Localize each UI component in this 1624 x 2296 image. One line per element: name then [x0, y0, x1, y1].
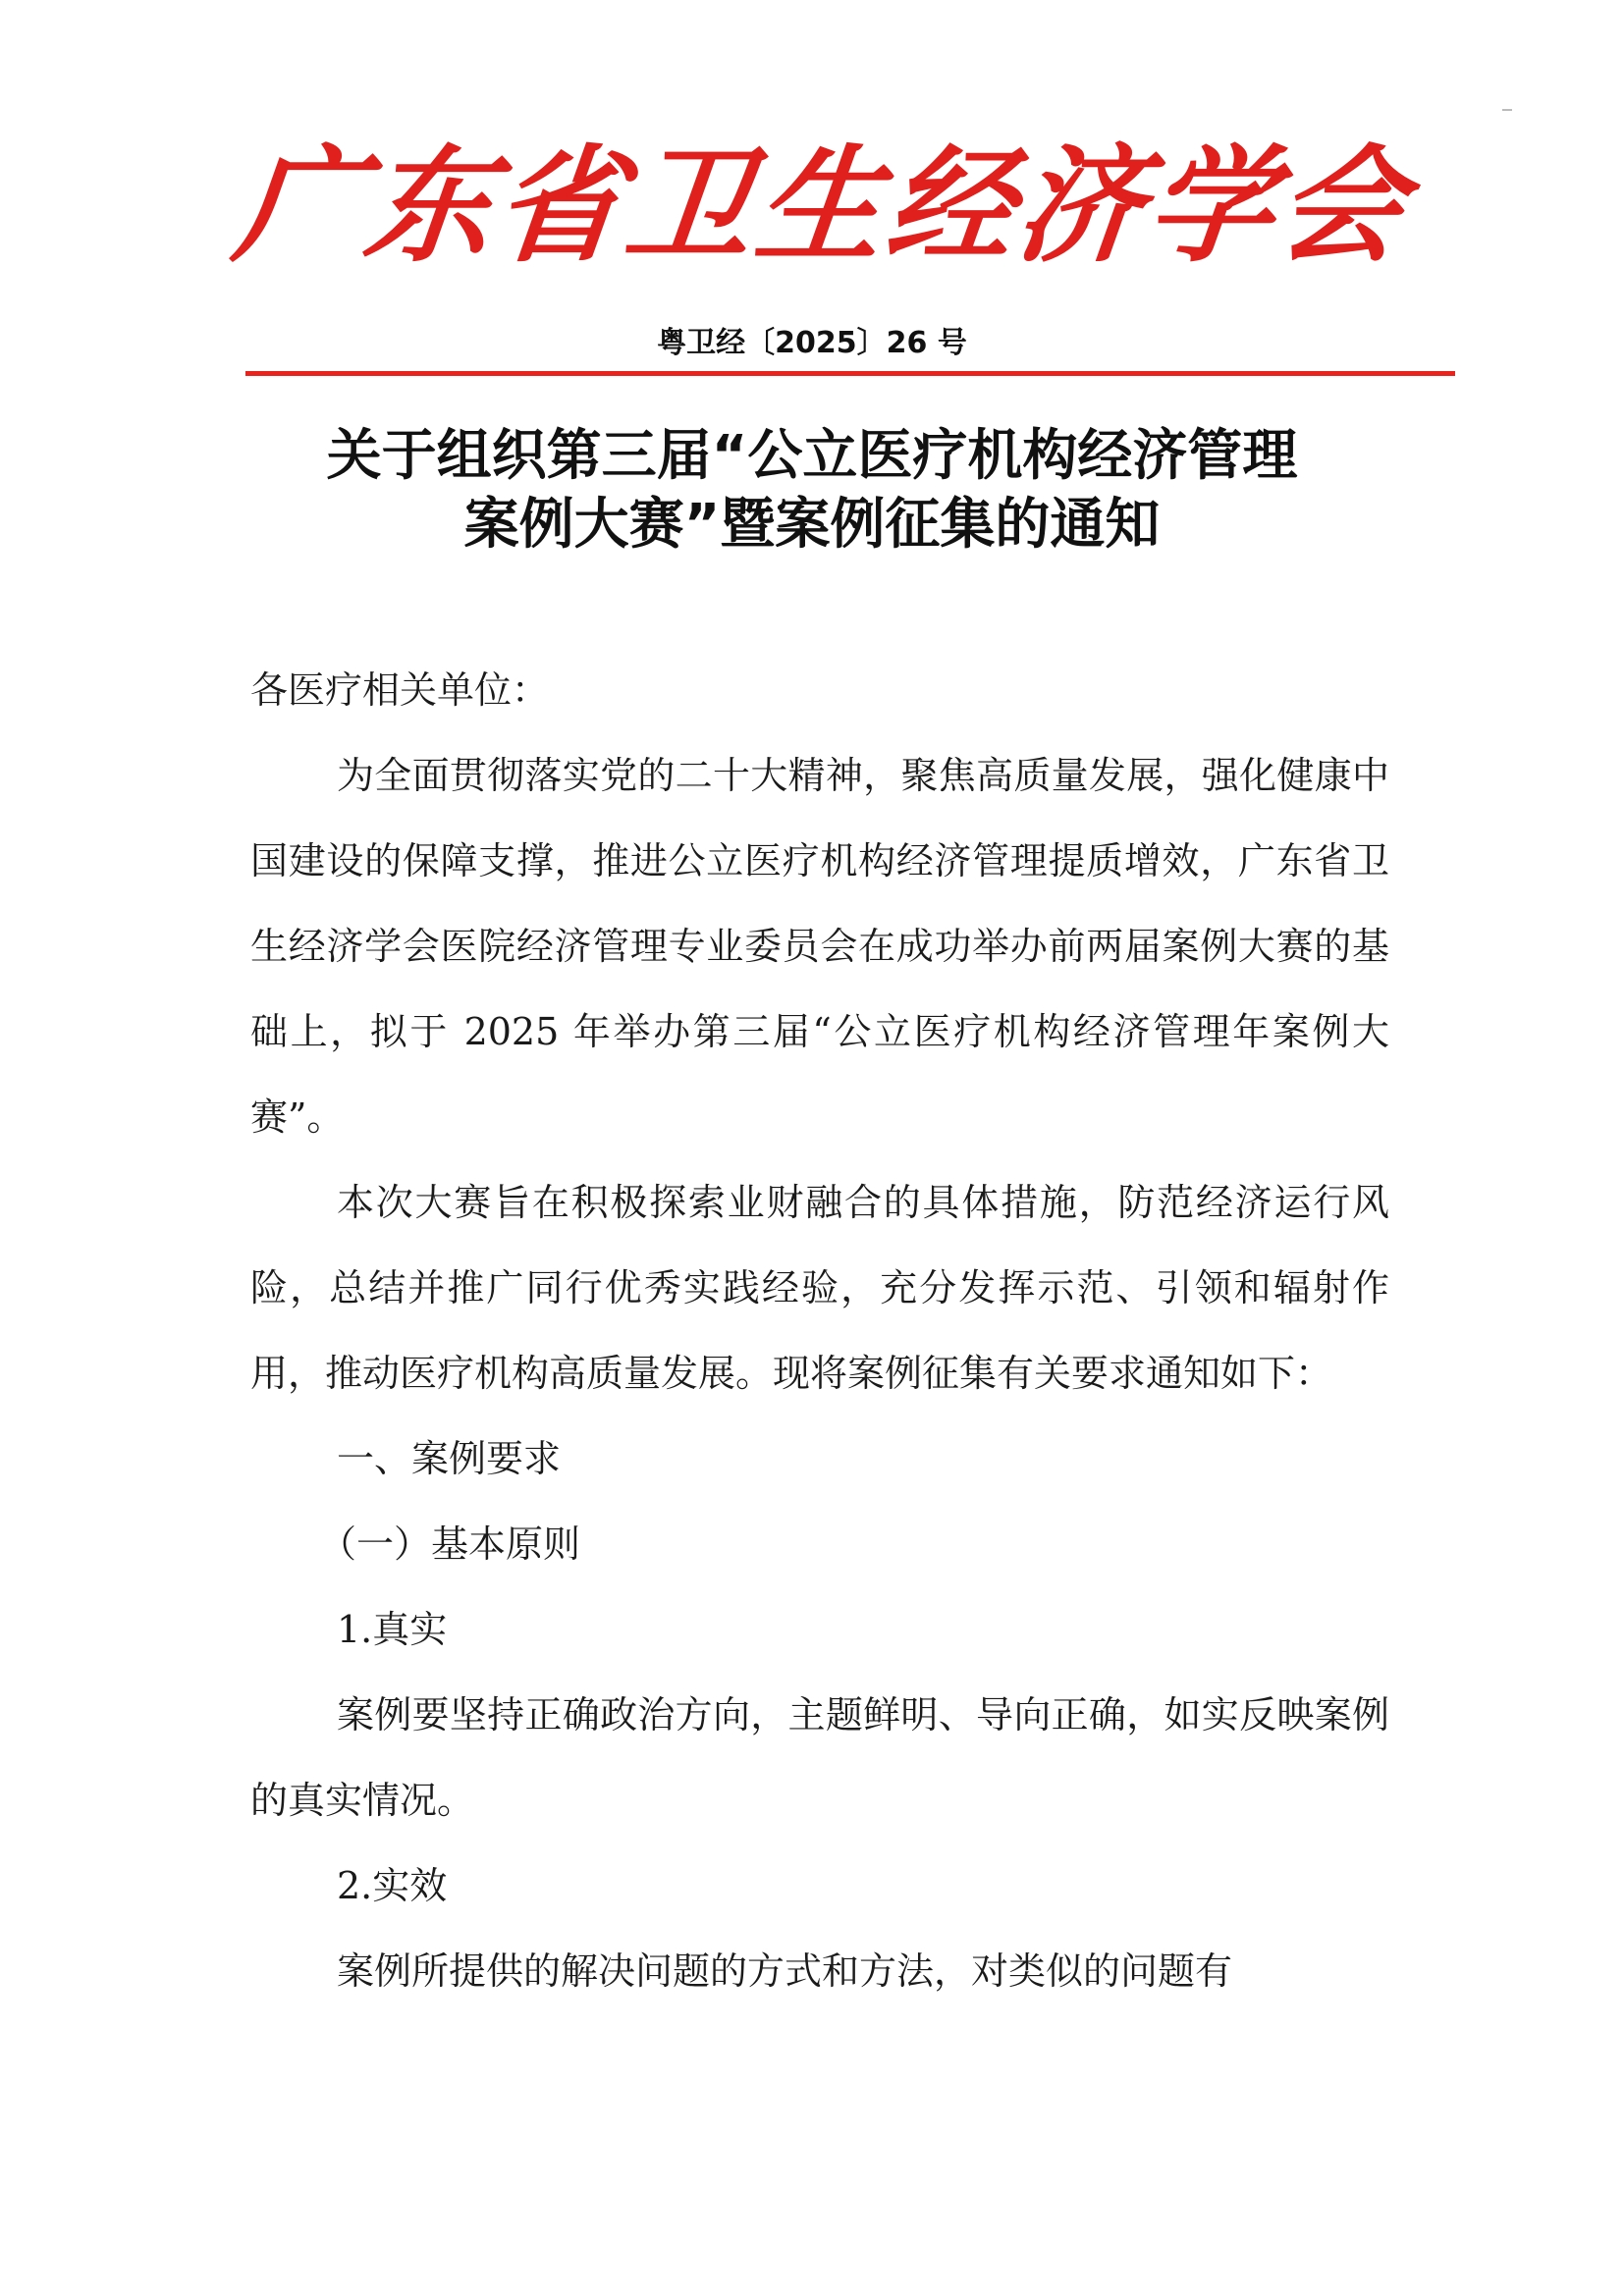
paragraph-intro: 为全面贯彻落实党的二十大精神，聚焦高质量发展，强化健康中国建设的保障支撑，推进公立医疗机构经济管理提质增效，广东省卫生经济学会医院经济管理专业委员会在成功举办前两届案例大赛的基础上，拟于 2025 年举办第三届“公立医疗机构经济管理年案例大赛”。	[250, 754, 1389, 1139]
letterhead-char: 学	[1140, 133, 1282, 280]
subsection-heading: （一）基本原则	[319, 1522, 581, 1566]
section-heading: 一、案例要求	[337, 1437, 562, 1480]
item-text: 案例所提供的解决问题的方式和方法，对类似的问题有	[337, 1949, 1233, 1993]
item-title: 2.实效	[337, 1864, 448, 1907]
salutation: 各医疗相关单位：	[250, 668, 550, 712]
letterhead-char: 卫	[619, 133, 761, 280]
document-title	[0, 422, 1624, 560]
letterhead-char: 省	[488, 133, 630, 280]
document-number: 粤卫经〔2025〕26 号	[657, 326, 967, 360]
letterhead-char: 经	[879, 133, 1021, 280]
document-body	[250, 648, 1389, 2014]
letterhead	[228, 128, 1412, 285]
letterhead-char: 广	[228, 133, 369, 280]
item-text: 案例要坚持正确政治方向，主题鲜明、导向正确，如实反映案例的真实情况。	[250, 1693, 1389, 1822]
letterhead-char: 会	[1270, 133, 1412, 280]
letterhead-char: 生	[749, 133, 891, 280]
red-divider	[245, 371, 1455, 376]
title-line-2: 案例大赛”暨案例征集的通知	[463, 493, 1161, 557]
item-title: 1.真实	[337, 1608, 448, 1651]
scan-mark	[1502, 109, 1512, 111]
title-line-1: 关于组织第三届“公立医疗机构经济管理	[326, 424, 1298, 488]
letterhead-char: 济	[1009, 133, 1152, 280]
letterhead-char: 东	[357, 133, 500, 280]
paragraph-purpose: 本次大赛旨在积极探索业财融合的具体措施，防范经济运行风险，总结并推广同行优秀实践经验，充分发挥示范、引领和辐射作用，推动医疗机构高质量发展。现将案例征集有关要求通知如下：	[250, 1181, 1389, 1395]
